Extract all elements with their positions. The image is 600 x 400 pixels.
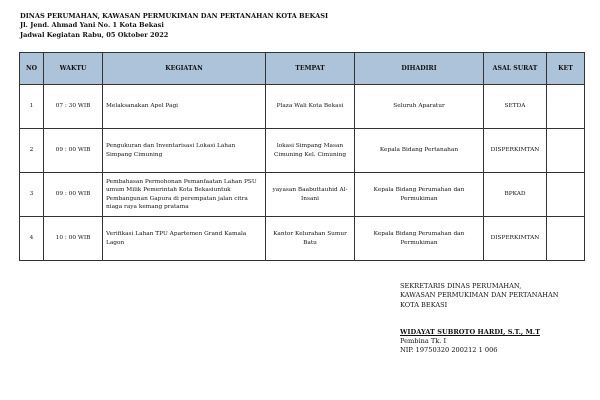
cell-waktu: 07 : 30 WIB (44, 85, 103, 129)
cell-waktu: 09 : 00 WIB (44, 173, 103, 217)
signatory-rank: Pembina Tk. I (400, 337, 447, 346)
cell-dihadiri: Seluruh Aparatur (355, 85, 484, 129)
cell-dihadiri: Kepala Bidang Pertanahan (355, 129, 484, 173)
agency-name: DINAS PERUMAHAN, KAWASAN PERMUKIMAN DAN PERTANAHAN KOTA BEKASI (20, 12, 329, 20)
cell-ket (547, 217, 585, 261)
cell-asal-surat: DISPERKIMTAN (484, 217, 547, 261)
cell-kegiatan: Melaksanakan Apel Pagi (103, 85, 266, 129)
document-header (20, 12, 328, 40)
agency-address: Jl. Jend. Ahmad Yani No. 1 Kota Bekasi (20, 21, 164, 30)
schedule-date-title: Jadwal Kegiatan Rabu, 05 Oktober 2022 (20, 30, 169, 39)
cell-tempat: lokasi Simpang Masan Cimuning Kel. Cimuning (266, 129, 355, 173)
col-header-no: NO (20, 53, 44, 85)
cell-asal-surat: SETDA (484, 85, 547, 129)
cell-tempat: Kantor Kelurahan Sumur Batu (266, 217, 355, 261)
cell-dihadiri: Kepala Bidang Perumahan dan Permukiman (355, 173, 484, 217)
cell-dihadiri: Kepala Bidang Perumahan dan Permukiman (355, 217, 484, 261)
table-row (20, 129, 585, 173)
cell-waktu: 10 : 00 WIB (44, 217, 103, 261)
table-row (20, 173, 585, 217)
schedule-table (19, 52, 585, 261)
cell-tempat: yayasan Baabuttauhid Al-Insani (266, 173, 355, 217)
signatory-name: WIDAYAT SUBROTO HARDI, S.T., M.T (400, 327, 540, 336)
cell-no: 2 (20, 129, 44, 173)
cell-no: 1 (20, 85, 44, 129)
col-header-ket: KET (547, 53, 585, 85)
cell-kegiatan: Verifikasi Lahan TPU Apartemen Grand Kamala Lagon (103, 217, 266, 261)
table-row (20, 85, 585, 129)
col-header-tempat: TEMPAT (266, 53, 355, 85)
signatory-nip: NIP. 19750320 200212 1 006 (400, 346, 498, 355)
cell-kegiatan: Pengukuran dan Inventarisasi Lokasi Lahan Simpang Cimuning (103, 129, 266, 173)
signatory-title-line1: SEKRETARIS DINAS PERUMAHAN, (400, 282, 522, 290)
col-header-asal-surat: ASAL SURAT (484, 53, 547, 85)
cell-asal-surat: BPKAD (484, 173, 547, 217)
signatory-title-line3: KOTA BEKASI (400, 300, 448, 309)
col-header-kegiatan: KEGIATAN (103, 53, 266, 85)
col-header-waktu: WAKTU (44, 53, 103, 85)
col-header-dihadiri: DIHADIRI (355, 53, 484, 85)
cell-ket (547, 85, 585, 129)
signatory-title-line2: KAWASAN PERMUKIMAN DAN PERTANAHAN (400, 291, 559, 300)
cell-asal-surat: DISPERKIMTAN (484, 129, 547, 173)
cell-waktu: 09 : 00 WIB (44, 129, 103, 173)
signature-block (400, 282, 559, 356)
table-header-row (20, 53, 585, 85)
cell-ket (547, 173, 585, 217)
cell-ket (547, 129, 585, 173)
signature-space (400, 310, 559, 328)
cell-no: 4 (20, 217, 44, 261)
cell-kegiatan: Pembahasan Permohonan Pemanfaatan Lahan PSU umum Milik Pemerintah Kota Bekasiuntuk Pembangunan Gapura di perempatan jalan citra niaga raya kemang pratama (103, 173, 266, 217)
cell-no: 3 (20, 173, 44, 217)
cell-tempat: Plaza Wali Kota Bekasi (266, 85, 355, 129)
table-row (20, 217, 585, 261)
